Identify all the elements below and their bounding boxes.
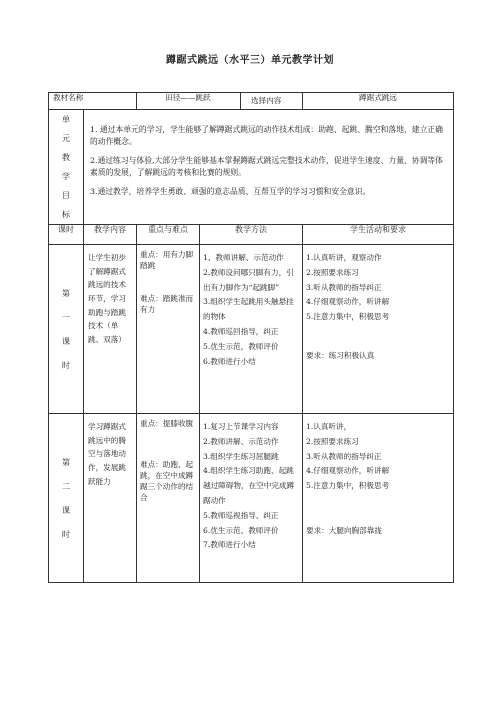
- header-row: [49, 93, 454, 110]
- content-value: 蹲踞式跳远: [303, 93, 454, 110]
- lesson-2-method: 7.教师进行小结: [203, 540, 256, 550]
- lesson-2-activities: [303, 414, 454, 583]
- lesson-1-activity: 2.按照要求练习: [306, 267, 359, 277]
- lesson-1-activity: 5.注意力集中，积极思考: [306, 312, 390, 322]
- lesson-2-activity: 5.注意力集中，积极思考: [306, 481, 390, 491]
- lesson-2-method: 5.教师巡视指导、纠正: [203, 510, 279, 520]
- lesson-2-label-char: 时: [61, 529, 71, 539]
- lesson-1-activity: 1.认真听讲，观察动作: [306, 253, 382, 262]
- goal-item-1: 1. 通过本单元的学习，学生能够了解蹲踞式跳远的动作技术组成：助跑、起跳、腾空和落地，建立正确的动作概念。: [90, 125, 443, 147]
- goals-label-char: 教: [61, 152, 71, 162]
- goals-label-char: 学: [61, 171, 71, 181]
- material-value-cell: [137, 93, 303, 110]
- material-label: 教材名称: [49, 93, 137, 110]
- lesson-2-method: 6.优生示范、教师评价: [203, 525, 279, 535]
- lesson-2-label-char: 第: [61, 457, 71, 467]
- lesson-2-activity: 1.认真听讲，: [306, 422, 352, 431]
- lesson-row-2: [49, 414, 454, 583]
- lesson-1-method: 1、教师讲解、示范动作: [203, 253, 284, 262]
- lesson-2-requirement: 要求：大腿向胸部靠拢: [306, 525, 382, 535]
- lesson-1-activity: 4.仔细观察动作，听讲解: [306, 297, 390, 307]
- lesson-row-1: [49, 245, 454, 414]
- lesson-2-label: [49, 414, 84, 583]
- lesson-2-content: 学习蹲踞式跳远中的腾空与落地动作，发展跳跃能力: [84, 414, 137, 583]
- lesson-1-method: 5.优生示范，教师评价: [203, 341, 279, 351]
- lesson-1-content: 让学生初步了解蹲踞式跳远的技术环节，学习助跑与踏跳技术（单跳、双落）: [84, 245, 137, 414]
- col-activity: 学生活动和要求: [303, 225, 454, 245]
- material-value: 田径——跳跃: [165, 93, 211, 102]
- lesson-1-key-points: [137, 245, 200, 414]
- lesson-2-method: 1.复习上节课学习内容: [203, 422, 279, 431]
- lesson-1-method: 3.组织学生起跳用头触悬挂的物体: [203, 297, 294, 322]
- lesson-1-difficulty: 难点：踏跳准而有力: [140, 294, 194, 314]
- lesson-1-activities: [303, 245, 454, 414]
- lesson-1-method: 4.教师巡回指导，纠正: [203, 326, 279, 336]
- lesson-2-method: 3.组织学生练习屈腿跳: [203, 451, 279, 461]
- lesson-1-method: 6.教师进行小结: [203, 356, 256, 366]
- lesson-1-label-char: 第: [61, 288, 71, 298]
- goals-content: [84, 110, 454, 225]
- content-label: 选择内容: [240, 93, 281, 109]
- goals-label-char: 元: [61, 133, 71, 143]
- lesson-2-method: 2.教师讲解、示范动作: [203, 436, 279, 446]
- col-method: 教学方法: [200, 225, 303, 245]
- lesson-2-difficulty: 难点：助跑、起跳，在空中成蹲踞三个动作的结合: [140, 460, 194, 502]
- goals-label: [49, 110, 84, 225]
- teaching-plan-table: [48, 92, 454, 583]
- lesson-2-label-char: 课: [61, 505, 71, 515]
- goal-item-2: 2.通过练习与体验,大部分学生能够基本掌握蹲踞式跳远完整技术动作，促进学生速度、力量、协调等体素质的发展，了解跳远的考核和比赛的规则。: [90, 156, 443, 178]
- lesson-1-label-char: 时: [61, 360, 71, 370]
- lesson-2-activity: 2.按照要求练习: [306, 436, 359, 446]
- lesson-1-label: [49, 245, 84, 414]
- goals-label-char: 标: [61, 209, 71, 219]
- lesson-1-method: 2.教师设问哪只脚有力，引出有力脚作为“起跳脚”: [203, 267, 294, 292]
- goals-label-char: 单: [61, 114, 71, 124]
- lesson-2-key-point: 重点：提膝收腹: [140, 419, 194, 428]
- column-header-row: [49, 225, 454, 245]
- document-title: 蹲踞式跳远（水平三）单元教学计划: [166, 55, 334, 66]
- lesson-2-methods: [200, 414, 303, 583]
- lesson-2-key-points: [137, 414, 200, 583]
- lesson-2-label-char: 二: [61, 481, 71, 491]
- lesson-1-requirement: 要求：练习积极认真: [306, 350, 375, 360]
- lesson-2-activity: 3.听从教师的指导纠正: [306, 451, 382, 461]
- lesson-2-method: 4.组织学生练习助跑、起跳越过障碍物，在空中完成蹲踞动作: [203, 466, 295, 505]
- lesson-1-label-char: 一: [61, 312, 71, 322]
- col-key-points: 重点与难点: [137, 225, 200, 245]
- goals-row: [49, 110, 454, 225]
- lesson-1-label-char: 课: [61, 336, 71, 346]
- col-period: 课时: [49, 225, 84, 245]
- lesson-2-activity: 4.仔细观察动作，听讲解: [306, 466, 390, 476]
- lesson-1-activity: 3.听从教师的指导纠正: [306, 282, 382, 292]
- goal-item-3: 3.通过教学，培养学生勇敢、顽强的意志品质、互帮互学的学习习惯和安全意识。: [90, 187, 371, 197]
- lesson-1-key-point: 重点：用有力脚踏跳: [140, 250, 194, 270]
- col-content: 教学内容: [84, 225, 137, 245]
- lesson-1-methods: [200, 245, 303, 414]
- goals-label-char: 目: [61, 190, 71, 200]
